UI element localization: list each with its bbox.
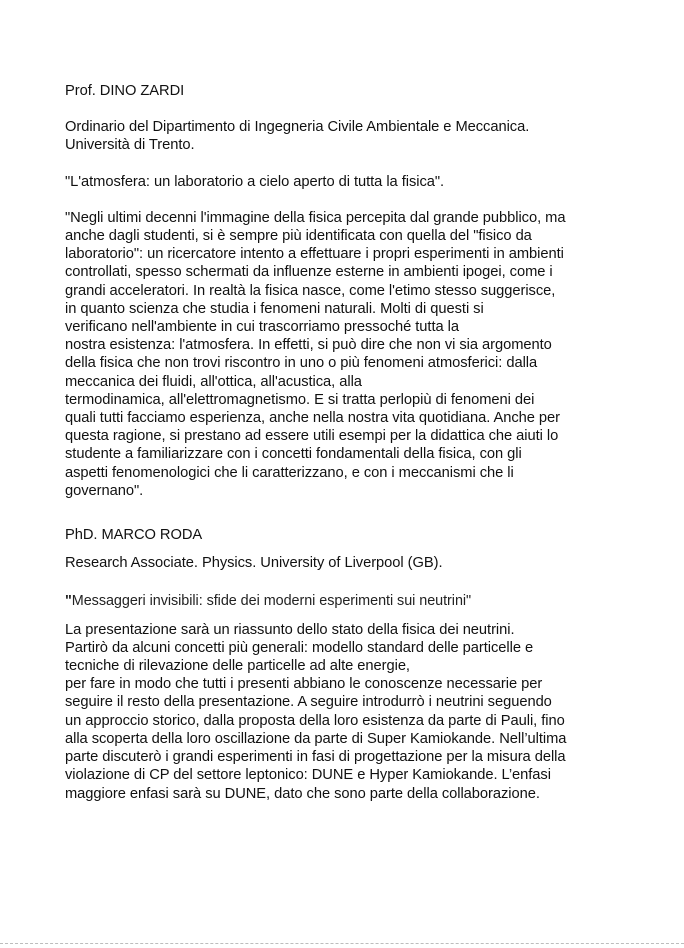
- abstract-line: per fare in modo che tutti i presenti abbiano le conoscenze necessarie per: [65, 676, 543, 693]
- speaker1-name: Prof. DINO ZARDI: [65, 83, 185, 99]
- speaker2-talk-title-quote: ": [65, 593, 72, 610]
- speaker2-abstract: [65, 621, 635, 803]
- abstract-line: seguire il resto della presentazione. A seguire introdurrò i neutrini seguendo: [65, 694, 552, 711]
- abstract-line: aspetti fenomenologici che li caratterizzano, e con i meccanismi che li: [65, 464, 514, 481]
- abstract-line: verificano nell'ambiente in cui trascorriamo pressoché tutta la: [65, 319, 459, 336]
- abstract-line: grandi acceleratori. In realtà la fisica nasce, come l'etimo stesso suggerisce,: [65, 282, 556, 299]
- abstract-line: in quanto scienza che studia i fenomeni naturali. Molti di questi si: [65, 300, 484, 317]
- abstract-line: quali tutti facciamo esperienza, anche nella nostra vita quotidiana. Anche per: [65, 410, 560, 427]
- abstract-line: Partirò da alcuni concetti più generali: modello standard delle particelle e: [65, 639, 534, 656]
- abstract-line: La presentazione sarà un riassunto dello stato della fisica dei neutrini.: [65, 621, 515, 638]
- abstract-line: un approccio storico, dalla proposta della loro esistenza da parte di Pauli, fino: [65, 712, 565, 729]
- abstract-line: meccanica dei fluidi, all'ottica, all'acustica, alla: [65, 373, 362, 390]
- speaker1-talk-title: "L'atmosfera: un laboratorio a cielo aperto di tutta la fisica".: [65, 173, 445, 190]
- abstract-line: della fisica che non trovi riscontro in uno o più fenomeni atmosferici: dalla: [65, 355, 538, 372]
- speaker1-abstract: [65, 209, 635, 500]
- abstract-line: questa ragione, si prestano ad essere utili esempi per la didattica che aiuti lo: [65, 428, 559, 445]
- abstract-line: controllati, spesso schermati da influenze esterne in ambienti ipogei, come i: [65, 264, 553, 281]
- speaker2-name: PhD. MARCO RODA: [65, 527, 203, 544]
- speaker2-talk-title: [65, 592, 635, 610]
- abstract-line: maggiore enfasi sarà su DUNE, dato che sono parte della collaborazione.: [65, 785, 540, 802]
- abstract-line: tecniche di rilevazione delle particelle ad alte energie,: [65, 658, 410, 675]
- abstract-line: alla scoperta della loro oscillazione da parte di Super Kamiokande. Nell’ultima: [65, 730, 567, 747]
- abstract-line: anche dagli studenti, si è sempre più identificata con quella del "fisico da: [65, 228, 532, 245]
- page-bottom-border: [0, 943, 684, 944]
- abstract-line: nostra esistenza: l'atmosfera. In effetti, si può dire che non vi sia argomento: [65, 337, 552, 354]
- speaker1-affiliation-line: Ordinario del Dipartimento di Ingegneria Civile Ambientale e Meccanica.: [65, 119, 530, 136]
- abstract-line: laboratorio": un ricercatore intento a effettuare i propri esperimenti in ambienti: [65, 246, 564, 263]
- speaker2-talk-title-text: Messaggeri invisibili: sfide dei moderni esperimenti sui neutrini": [71, 593, 472, 610]
- abstract-line: studente a familiarizzare con i concetti fondamentali della fisica, con gli: [65, 446, 522, 463]
- abstract-line: termodinamica, all'elettromagnetismo. E si tratta perlopiù di fenomeni dei: [65, 391, 535, 408]
- document-page: [65, 82, 635, 803]
- abstract-line: parte discuterò i grandi esperimenti in fasi di progettazione per la misura della: [65, 749, 566, 766]
- speaker1-affiliation: [65, 118, 635, 154]
- abstract-line: "Negli ultimi decenni l'immagine della fisica percepita dal grande pubblico, ma: [65, 209, 566, 226]
- abstract-line: governano".: [65, 482, 144, 499]
- speaker2-affiliation: Research Associate. Physics. University of Liverpool (GB).: [65, 555, 443, 572]
- abstract-line: violazione di CP del settore leptonico: DUNE e Hyper Kamiokande. L’enfasi: [65, 767, 551, 784]
- speaker1-affiliation-line: Università di Trento.: [65, 137, 195, 154]
